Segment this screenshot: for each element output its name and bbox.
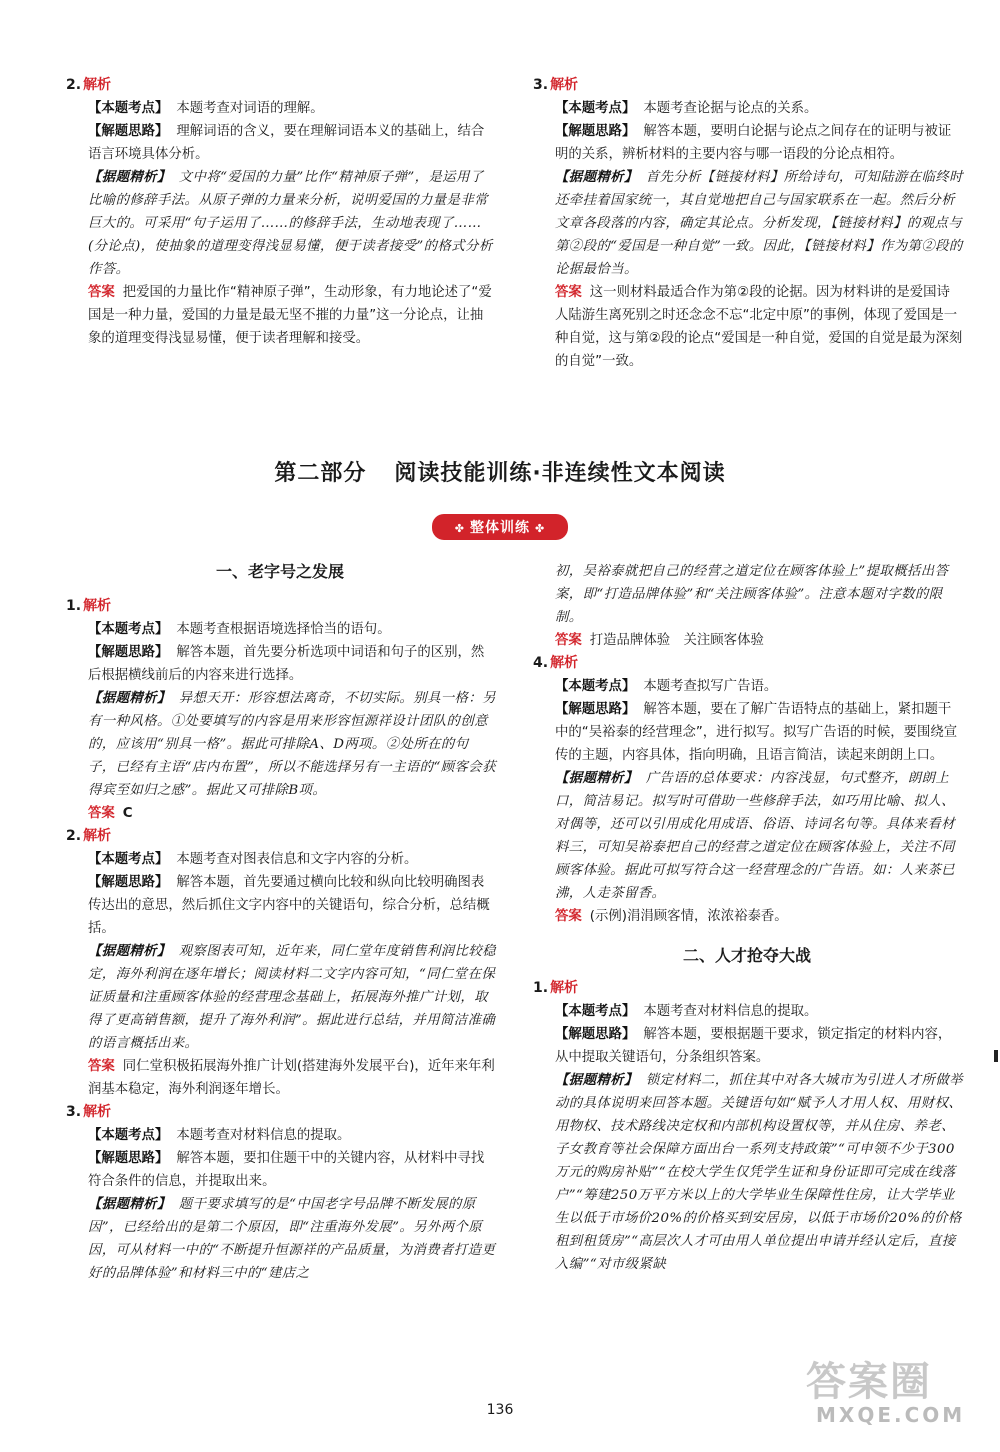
- answer-paragraph: 答案 把爱国的力量比作“精神原子弹”，生动形象，有力地论述了“爱国是一种力量，爱国的力量是最无坚不摧的力量”这一分论点，让抽象的道理变得浅显易懂，便于读者理解和接受。: [88, 285, 492, 346]
- question-header: 3. 解析: [533, 77, 579, 93]
- answer-paragraph: 答案 打造品牌体验 关注顾客体验: [555, 633, 764, 648]
- section-badge: ✤ 整体训练 ✤: [432, 514, 568, 540]
- section-title: 一、老字号之发展: [215, 562, 344, 581]
- question-header: 2. 解析: [66, 828, 112, 844]
- badge-wrapper: [0, 514, 1000, 540]
- question-header: 1. 解析: [533, 980, 579, 996]
- kaodian-paragraph: 【本题考点】 本题考查根据语境选择恰当的语句。: [88, 622, 391, 637]
- jingxi-paragraph: 【据题精析】 异想天开：形容想法离奇，不切实际。别具一格：另有一种风格。①处要填写的内容是用来形容恒源祥设计团队的创意的，应该用“别具一格”。据此可排除A、D两项。②处所在的句子，已经有主语“店内布置”，所以不能选择另有一主语的“顾客会获得宾至如归之感”。据此又可排除B项。: [88, 690, 496, 798]
- jingxi-paragraph: 【据题精析】 广告语的总体要求：内容浅显，句式整齐，朗朗上口，简洁易记。拟写时可借助一些修辞手法，如巧用比喻、拟人、对偶等，还可以引用成化用成语、俗语、诗词名句等。具体来看材料三，可知吴裕泰把自己的经营之道定位在顾客体验上，关注不同顾客体验。据此可拟写符合这一经营理念的广告语。如：人来茶已沸，人走茶留香。: [555, 770, 955, 901]
- jingxi-continuation: 初，吴裕泰就把自己的经营之道定位在顾客体验上”提取概括出答案，即“打造品牌体验”和“关注顾客体验”。注意本题对字数的限制。: [555, 564, 949, 625]
- page-number: 136: [486, 1402, 514, 1418]
- answer-paragraph: 答案 C: [88, 806, 133, 821]
- silu-paragraph: 【解题思路】 解答本题，要在了解广告语特点的基础上，紧扣题干中的“吴裕泰的经营理念”，进行拟写。拟写广告语的时候，要围绕宣传的主题，内容具体，指向明确，且语言简洁，读起来朗朗上口。: [555, 702, 958, 763]
- bottom-right-column: [531, 560, 963, 1276]
- part-title: [0, 456, 1000, 487]
- star-icon: ✤: [454, 522, 465, 535]
- watermark-logo: 答案圈 MXQE.COM: [806, 1359, 966, 1427]
- jingxi-paragraph: 【据题精析】 首先分析【链接材料】所给诗句，可知陆游在临终时还牵挂着国家统一，其自觉地把自己与国家联系在一起。然后分析文章各段落的内容，确定其论点。分析发现，【链接材料】的观点与第②段的“爱国是一种自觉”一致。因此，【链接材料】作为第②段的论据最恰当。: [555, 169, 963, 277]
- question-header: 1. 解析: [66, 598, 112, 614]
- section-title: 二、人才抢夺大战: [682, 946, 811, 965]
- question-header: 3. 解析: [66, 1104, 112, 1120]
- jingxi-paragraph: 【据题精析】 观察图表可知，近年来，同仁堂年度销售利润比较稳定，海外利润在逐年增长；阅读材料二文字内容可知，“同仁堂在保证质量和注重顾客体验的经营理念基础上，拓展海外推广计划，取得了更高销售额，提升了海外利润”。据此进行总结，并用简洁准确的语言概括出来。: [88, 943, 496, 1051]
- answer-paragraph: 答案 同仁堂积极拓展海外推广计划(搭建海外发展平台)，近年来年利润基本稳定，海外利润逐年增长。: [88, 1059, 495, 1097]
- kaodian-paragraph: 【本题考点】 本题考查对图表信息和文字内容的分析。: [88, 852, 418, 867]
- jingxi-paragraph: 【据题精析】 锁定材料二，抓住其中对各大城市为引进人才所做举动的具体说明来回答本题。关键语句如“赋予人才用人权、用财权、用物权、技术路线决定权和内部机构设置权等，并从住房、养老、子女教育等社会保障方面出台一系列支持政策”“可申领不少于300万元的购房补贴”“在校大学生仅凭学生证和身份证即可完成在线落户”“筹建250万平方米以上的大学毕业生保障性住房，让大学毕业生以低于市场价20%的价格买到安居房，以低于市场价20%的价格租到租赁房”“高层次人才可由用人单位提出申请并经认定后，直接入编”“对市级紧缺: [555, 1072, 963, 1272]
- silu-paragraph: 【解题思路】 解答本题，首先要分析选项中词语和句子的区别，然后根据横线前后的内容来进行选择。: [88, 645, 485, 683]
- kaodian-paragraph: 【本题考点】 本题考查论据与论点的关系。: [555, 101, 818, 116]
- answer-paragraph: 答案 这一则材料最适合作为第②段的论据。因为材料讲的是爱国诗人陆游生离死别之时还念念不忘“北定中原”的事例，体现了爱国是一种自觉，这与第②段的论点“爱国是一种自觉，爱国的自觉是最为深刻的自觉”一致。: [555, 285, 963, 369]
- silu-paragraph: 【解题思路】 解答本题，首先要通过横向比较和纵向比较明确图表传达出的意思，然后抓住文字内容中的关键语句，综合分析，总结概括。: [88, 875, 490, 936]
- silu-paragraph: 【解题思路】 解答本题，要明白论据与论点之间存在的证明与被证明的关系，辨析材料的主要内容与哪一语段的分论点相符。: [555, 124, 952, 162]
- part-title-text: 阅读技能训练·非连续性文本阅读: [394, 461, 726, 486]
- silu-paragraph: 【解题思路】 解答本题，要扣住题干中的关键内容，从材料中寻找符合条件的信息，并提取出来。: [88, 1151, 485, 1189]
- part-title-number: 第二部分: [274, 461, 367, 486]
- star-icon: ✤: [535, 522, 546, 535]
- silu-paragraph: 【解题思路】 解答本题，要根据题干要求，锁定指定的材料内容，从中提取关键语句，分条组织答案。: [555, 1027, 952, 1065]
- kaodian-paragraph: 【本题考点】 本题考查对词语的理解。: [88, 101, 324, 116]
- jingxi-paragraph: 【据题精析】 文中将“爱国的力量”比作“精神原子弹”，是运用了比喻的修辞手法。从原子弹的力量来分析，说明爱国的力量是非常巨大的。可采用“句子运用了……的修辞手法，生动地表现了……(分论点)，使抽象的道理变得浅显易懂，便于读者接受”的格式分析作答。: [88, 169, 493, 277]
- top-right-column: [531, 74, 963, 373]
- question-header: 2. 解析: [66, 77, 112, 93]
- question-header: 4. 解析: [533, 655, 579, 671]
- top-left-column: [64, 74, 496, 350]
- bottom-left-column: [64, 560, 496, 1285]
- scan-mark: [994, 1050, 998, 1062]
- kaodian-paragraph: 【本题考点】 本题考查对材料信息的提取。: [88, 1128, 351, 1143]
- silu-paragraph: 【解题思路】 理解词语的含义，要在理解词语本义的基础上，结合语言环境具体分析。: [88, 124, 485, 162]
- answer-paragraph: 答案 (示例)涓涓顾客情，浓浓裕泰香。: [555, 909, 788, 924]
- kaodian-paragraph: 【本题考点】 本题考查对材料信息的提取。: [555, 1004, 818, 1019]
- kaodian-paragraph: 【本题考点】 本题考查拟写广告语。: [555, 679, 778, 694]
- jingxi-paragraph: 【据题精析】 题干要求填写的是“中国老字号品牌不断发展的原因”，已经给出的是第二个原因，即“注重海外发展”。另外两个原因，可从材料一中的“不断提升恒源祥的产品质量，为消费者打造更好的品牌体验”和材料三中的“建店之: [88, 1196, 496, 1281]
